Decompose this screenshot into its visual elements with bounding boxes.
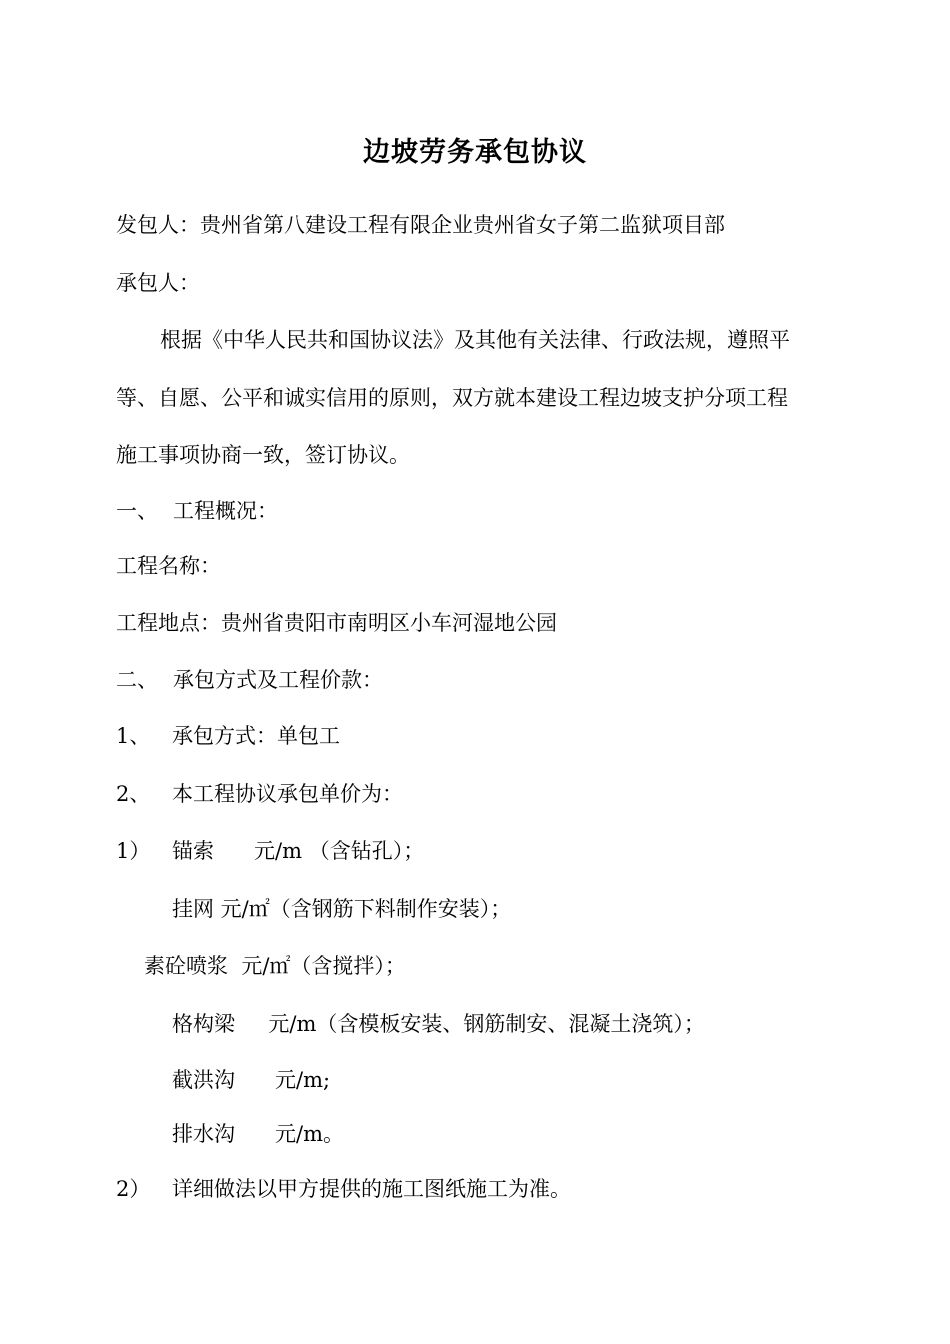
party-b-line: 承包人： bbox=[116, 271, 200, 295]
item-1-marker: 1、 bbox=[116, 724, 151, 748]
point-2-text: 详细做法以甲方提供的施工图纸施工为准。 bbox=[172, 1177, 571, 1201]
item-1-line bbox=[116, 721, 340, 751]
section-2-marker: 二、 bbox=[116, 668, 158, 692]
section-2-text: 承包方式及工程价款： bbox=[173, 668, 383, 692]
section-1-marker: 一、 bbox=[116, 499, 158, 523]
document-title: 边坡劳务承包协议 bbox=[363, 137, 587, 168]
price-line-intercept-ditch: 截洪沟 元/m; bbox=[172, 1068, 331, 1092]
point-1-text: 锚索 元/m （含钻孔）； bbox=[172, 839, 425, 863]
intro-paragraph-line-2: 等、自愿、公平和诚实信用的原则，双方就本建设工程边坡支护分项工程 bbox=[116, 386, 788, 410]
section-1-text: 工程概况： bbox=[173, 499, 278, 523]
item-1-text: 承包方式：单包工 bbox=[172, 724, 340, 748]
price-line-mesh: 挂网 元/㎡（含钢筋下料制作安装）； bbox=[172, 897, 512, 921]
point-2-line bbox=[116, 1174, 571, 1204]
intro-paragraph-line-1: 根据《中华人民共和国协议法》及其他有关法律、行政法规，遵照平 bbox=[160, 328, 790, 352]
point-2-marker: 2） bbox=[116, 1177, 151, 1201]
item-2-text: 本工程协议承包单价为： bbox=[172, 782, 403, 806]
section-1-heading bbox=[116, 496, 278, 526]
item-2-marker: 2、 bbox=[116, 782, 151, 806]
point-1-marker: 1） bbox=[116, 839, 151, 863]
price-line-shotcrete: 素砼喷浆 元/㎡（含搅拌）； bbox=[144, 954, 406, 978]
party-a-line: 发包人：贵州省第八建设工程有限企业贵州省女子第二监狱项目部 bbox=[116, 213, 725, 237]
item-2-line bbox=[116, 779, 403, 809]
project-location-line: 工程地点：贵州省贵阳市南明区小车河湿地公园 bbox=[116, 611, 557, 635]
section-2-heading bbox=[116, 665, 383, 695]
price-line-drainage-ditch: 排水沟 元/m。 bbox=[172, 1122, 345, 1146]
intro-paragraph-line-3: 施工事项协商一致，签订协议。 bbox=[116, 443, 410, 467]
project-name-line: 工程名称： bbox=[116, 554, 221, 578]
point-1-line bbox=[116, 836, 424, 866]
price-line-lattice-beam: 格构梁 元/m（含模板安装、钢筋制安、混凝土浇筑）； bbox=[172, 1012, 705, 1036]
